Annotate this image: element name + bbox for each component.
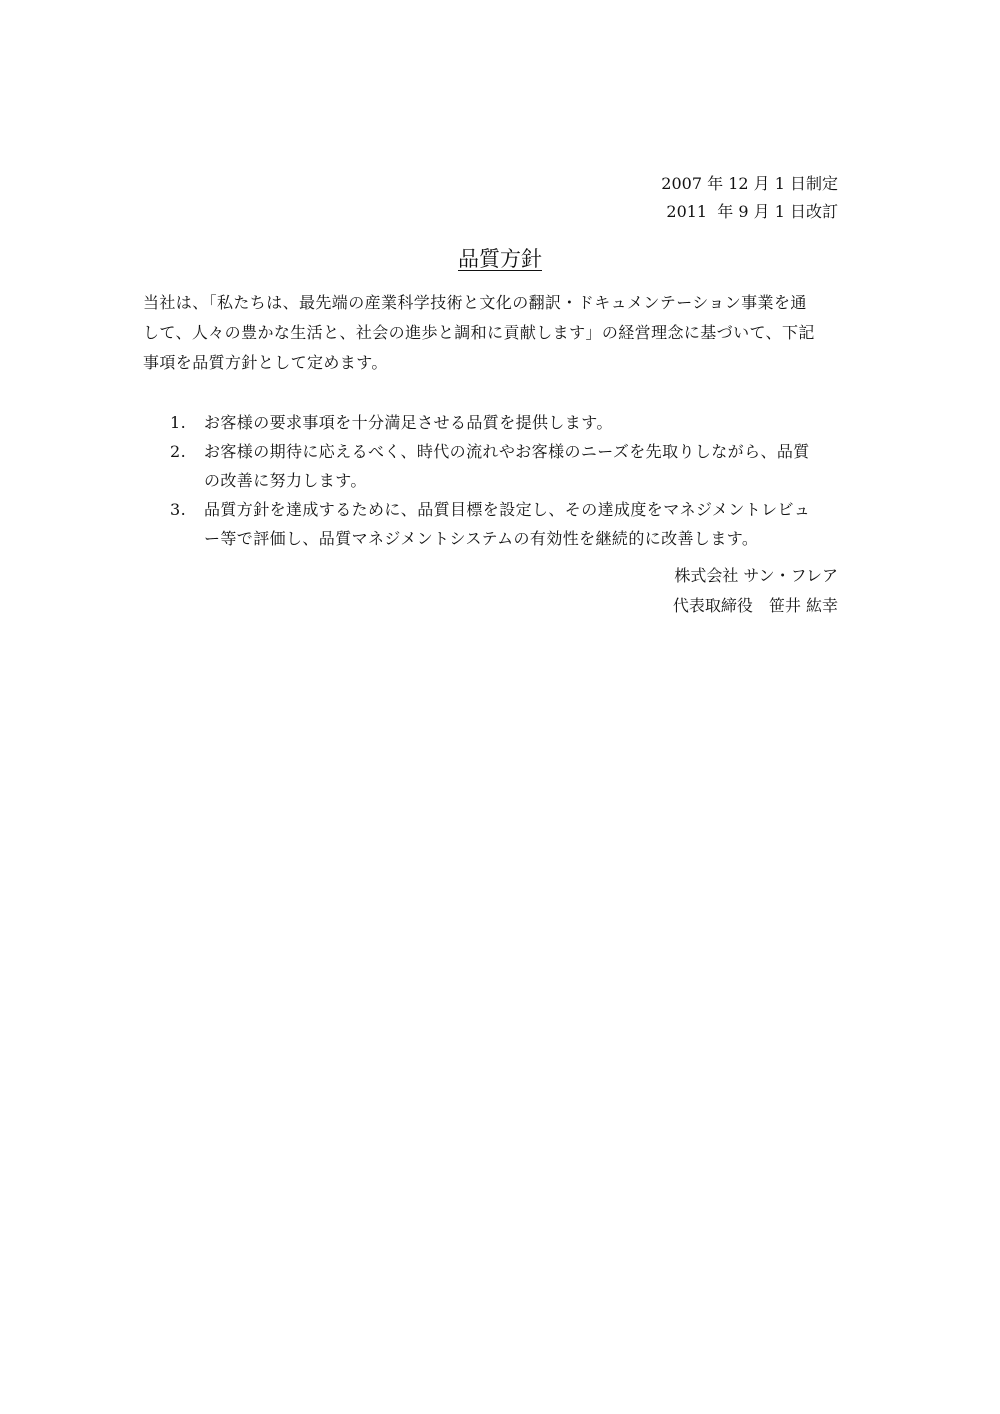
signature-block (560, 561, 838, 621)
policy-number: 1. (170, 413, 187, 432)
representative-name: 代表取締役 笹井 紘幸 (672, 596, 838, 615)
revised-date: 2011 年 9 月 1 日改訂 (666, 202, 838, 221)
intro-paragraph (143, 288, 859, 378)
policy-text-line: お客様の期待に応えるべく、時代の流れやお客様のニーズを先取りしながら、品質 (204, 442, 810, 461)
company-name: 株式会社 サン・フレア (674, 566, 838, 585)
policy-item-2 (170, 437, 860, 495)
policy-list (170, 408, 860, 553)
intro-line: 事項を品質方針として定めます。 (143, 353, 388, 372)
policy-text-line: お客様の要求事項を十分満足させる品質を提供します。 (204, 413, 613, 432)
date-block (560, 170, 838, 226)
document-title: 品質方針 (458, 247, 542, 271)
policy-item-3 (170, 495, 860, 553)
policy-number: 2. (170, 442, 187, 461)
policy-number: 3. (170, 500, 187, 519)
policy-text-line: 品質方針を達成するために、品質目標を設定し、その達成度をマネジメントレビュ (204, 500, 811, 519)
established-date: 2007 年 12 月 1 日制定 (661, 174, 838, 193)
document-title-container (0, 244, 1000, 274)
policy-text-line: ー等で評価し、品質マネジメントシステムの有効性を継続的に改善します。 (204, 529, 759, 548)
policy-text-line: の改善に努力します。 (204, 471, 367, 490)
intro-line: して、人々の豊かな生活と、社会の進歩と調和に貢献します」の経営理念に基づいて、下記 (143, 323, 815, 342)
policy-item-1 (170, 408, 860, 437)
intro-line: 当社は、「私たちは、最先端の産業科学技術と文化の翻訳・ドキュメンテーション事業を通 (143, 293, 807, 312)
